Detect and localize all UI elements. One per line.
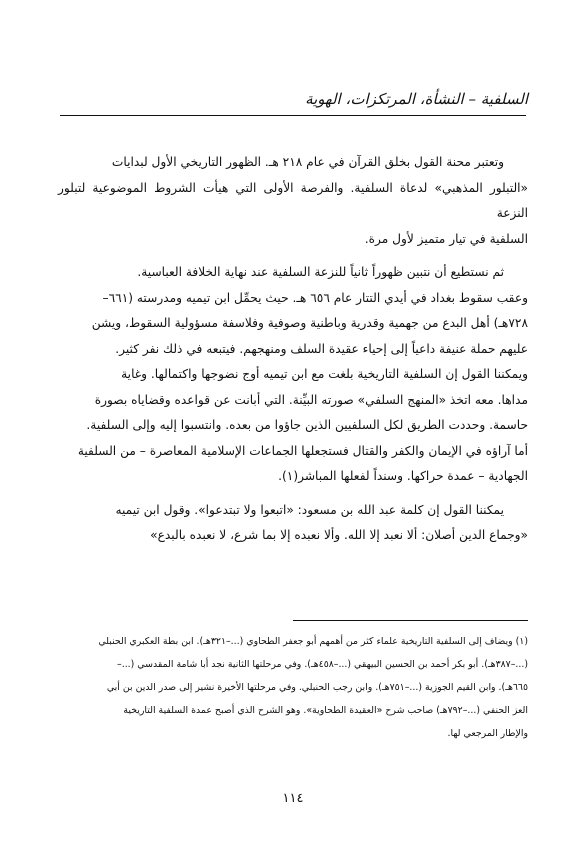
paragraph-1: وتعتبر محنة القول بخلق القرآن في عام ٢١٨ هـ. الظهور التاريخي الأول لبدايات «التبلور المذهبي» لدعاة السلفية. والفرصة الأولى التي هيأت الشروط الموضوعية لتبلور النزعة السلفية في تيار متميز لأول مرة. <box>58 155 528 246</box>
footnote-1: (١) ويضاف إلى السلفية التاريخية علماء كثر من أهمهم أبو جعفر الطحاوي (...–٣٢١هـ). ابن بطة العكبري الحنبلي (...–٣٨٧هـ). أبو بكر أحمد بن الحسين البيهقي (...–٤٥٨هـ). وفي مرحلتها الثانية نجد أبا شامة المقدسي (...– ٦٦٥هـ). وابن القيم الجوزية (...–٧٥١هـ). وابن رجب الحنبلي. وفي مرحلتها الأخيرة نشير إلى صدر الدين بن أبي العز الحنفي (...–٧٩٢هـ) صاحب شرح «العقيدة الطحاوية». وهو الشرح الذي أصبح عمدة السلفية التاريخية والإطار المرجعي لها. <box>98 636 528 739</box>
paragraph-2: ثم نستطيع أن نتبين ظهوراً ثانياً للنزعة السلفية عند نهاية الخلافة العباسية. وعقب سقوط بغداد في أيدي التتار عام ٦٥٦ هـ. حيث يحمِّل ابن تيميه ومدرسته (٦٦١– ٧٢٨هـ) أهل البدع من جهمية وقدرية وباطنية وصوفية وفلاسفة مسؤولية السقوط، ويشن عليهم حملة عنيفة داعياً إلى إحياء عقيدة السلف ومنهجهم. فيتبعه في ذلك نفر كثير. <box>91 265 528 356</box>
main-text <box>58 150 528 549</box>
paragraph-3: ويمكننا القول إن السلفية التاريخية بلغت مع ابن تيميه أوج نضوجها واكتمالها. وغاية مداها. معه اتخذ «المنهج السلفي» صورته البيِّنة. التي أبانت عن قواعده وقضاياه بصورة حاسمة. وحددت الطريق لكل السلفيين الذين جاؤوا من بعده. وانتسبوا إليه وإلى السلفية. أما آراؤه في الإيمان والكفر والقتال فستجعلها الجماعات الإسلامية المعاصرة – من السلفية الجهادية – عمدة حراكها. وسنداً لفعلها المباشر(١). <box>77 367 528 483</box>
header-divider <box>60 115 526 116</box>
page-number: ١١٤ <box>282 791 304 806</box>
running-header-title: السلفية – النشأة، المرتكزات، الهوية <box>305 90 528 108</box>
footnote-divider <box>293 620 528 621</box>
paragraph-4: يمكننا القول إن كلمة عبد الله بن مسعود: «اتبعوا ولا تبتدعوا». وقول ابن تيميه «وجماع الدين أصلان: ألا نعبد إلا الله. وألا نعبده إلا بما شرع، لا نعبده بالبدع» <box>115 502 528 542</box>
